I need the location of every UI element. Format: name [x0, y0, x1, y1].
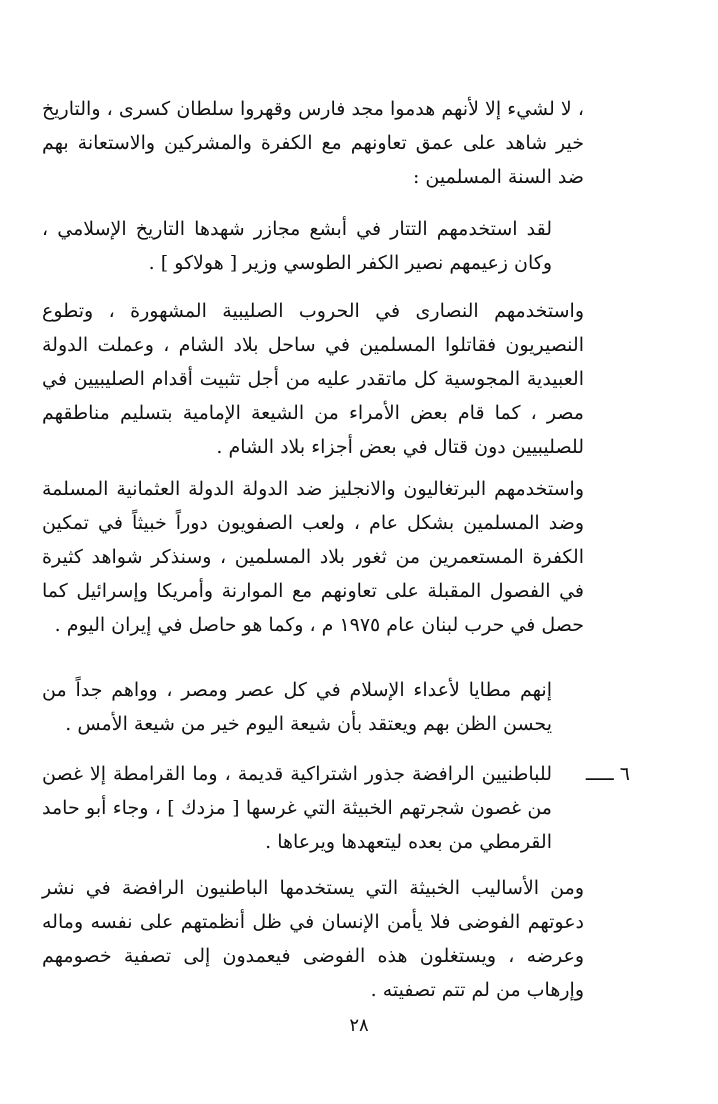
- paragraph-5: إنهم مطايا لأعداء الإسلام في كل عصر ومصر ، وواهم جداً من يحسن الظن بهم ويعتقد بأن شيعة اليوم خير من شيعة الأمس .: [42, 679, 552, 735]
- paragraph-1: ، لا لشيء إلا لأنهم هدموا مجد فارس وقهروا سلطان كسرى ، والتاريخ خير شاهد على عمق تعاونهم مع الكفرة والمشركين والاستعانة بهم ضد السنة المسلمين :: [42, 98, 584, 188]
- point-number-marker: ٦ ـــــ: [585, 763, 630, 785]
- paragraph-4: واستخدمهم البرتغاليون والانجليز ضد الدولة الدولة العثمانية المسلمة وضد المسلمين بشكل عام ، ولعب الصفويون دوراً خبيثاً في تمكين الكفرة المستعمرين من ثغور بلاد المسلمين ، وسنذكر شواهد كثيرة في الفصول المقبلة على تعاونهم مع الموارنة وأمريكا وإسرائيل كما حصل في حرب لبنان عام ١٩٧٥ م ، وكما هو حاصل في إيران اليوم .: [42, 478, 584, 636]
- paragraph-2: لقد استخدمهم التتار في أبشع مجازر شهدها التاريخ الإسلامي ، وكان زعيمهم نصير الكفر الطوسي وزير [ هولاكو ] .: [42, 218, 552, 274]
- page-number: ٢٨: [349, 1015, 369, 1036]
- paragraph-7: ومن الأساليب الخبيثة التي يستخدمها الباطنيون الرافضة في نشر دعوتهم الفوضى فلا يأمن الإنسان في ظل أنظمتهم على نفسه وماله وعرضه ، ويستغلون هذه الفوضى فيعمدون إلى تصفية خصومهم وإرهاب من لم تتم تصفيته .: [42, 877, 584, 1001]
- paragraph-6: للباطنيين الرافضة جذور اشتراكية قديمة ، وما القرامطة إلا غصن من غصون شجرتهم الخبيثة التي غرسها [ مزدك ] ، وجاء أبو حامد القرمطي من بعده ليتعهدها ويرعاها .: [42, 763, 552, 853]
- paragraph-3: واستخدمهم النصارى في الحروب الصليبية المشهورة ، وتطوع النصيريون فقاتلوا المسلمين في ساحل بلاد الشام ، وعملت الدولة العبيدية المجوسية كل ماتقدر عليه من أجل تثبيت أقدام الصليبيين في مصر ، كما قام بعض الأمراء من الشيعة الإمامية بتسليم مناطقهم للصليبيين دون قتال في بعض أجزاء بلاد الشام .: [42, 300, 584, 458]
